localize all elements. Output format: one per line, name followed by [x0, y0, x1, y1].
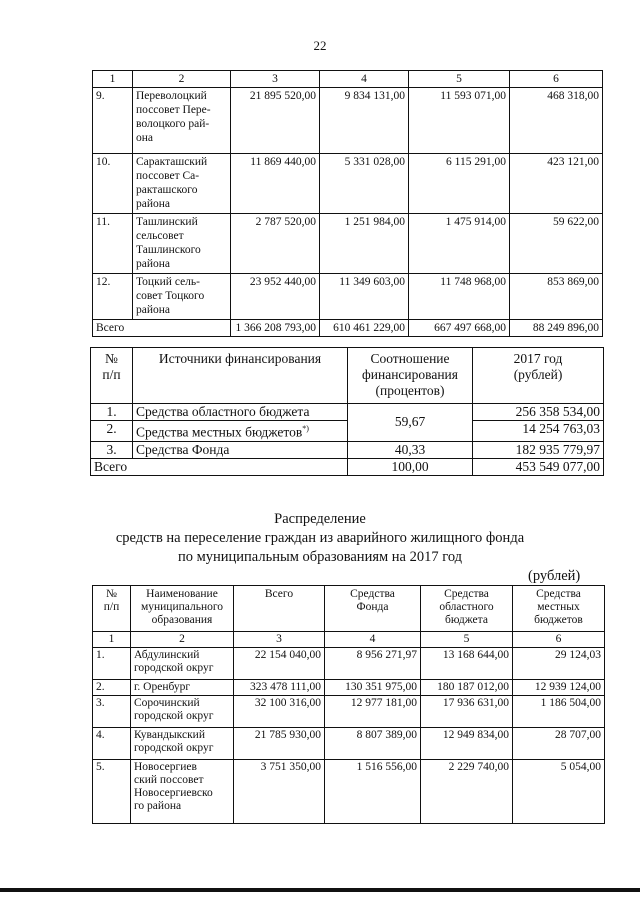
header-source: Источники финансирования — [133, 348, 348, 404]
total-cell: 22 154 040,00 — [234, 648, 325, 680]
amount-cell: 14 254 763,03 — [473, 421, 604, 442]
total-cell: 21 895 520,00 — [231, 88, 320, 154]
table-row — [93, 696, 605, 728]
municipality-name: Ташлинский сельсовет Ташлинского района — [133, 214, 231, 274]
header-local: Средства местных бюджетов — [513, 586, 605, 632]
local-cell: 28 707,00 — [513, 728, 605, 760]
table-row — [93, 214, 603, 274]
fund-cell: 130 351 975,00 — [325, 680, 421, 696]
total-label: Всего — [93, 320, 231, 337]
source-name: Средства Фонда — [133, 441, 348, 458]
col-number: 6 — [513, 632, 605, 648]
regional-cell: 11 748 968,00 — [409, 274, 510, 320]
fund-cell: 11 349 603,00 — [320, 274, 409, 320]
source-label: Средства местных бюджетов — [136, 424, 303, 440]
fund-cell: 1 251 984,00 — [320, 214, 409, 274]
total-cell: 11 869 440,00 — [231, 154, 320, 214]
header-number: № п/п — [93, 586, 131, 632]
col-number: 3 — [234, 632, 325, 648]
total-cell: 1 366 208 793,00 — [231, 320, 320, 337]
regional-cell: 6 115 291,00 — [409, 154, 510, 214]
row-number: 10. — [93, 154, 133, 214]
municipality-name: Переволоцкий поссовет Пере- волоцкого рай- она — [133, 88, 231, 154]
amount-cell: 256 358 534,00 — [473, 404, 604, 421]
table-row — [93, 760, 605, 824]
regional-cell: 13 168 644,00 — [421, 648, 513, 680]
col-number: 5 — [421, 632, 513, 648]
total-row — [93, 320, 603, 337]
local-cell: 88 249 896,00 — [510, 320, 603, 337]
page-bottom-rule — [0, 888, 640, 892]
municipality-name: Новосергиев ский поссовет Новосергиевско го района — [131, 760, 234, 824]
fund-cell: 610 461 229,00 — [320, 320, 409, 337]
header-row — [91, 348, 604, 404]
section-subtitle: по муниципальным образованиям на 2017 год — [177, 549, 463, 565]
header-ratio: Соотношение финансирования (процентов) — [348, 348, 473, 404]
total-cell: 21 785 930,00 — [234, 728, 325, 760]
table-row — [93, 88, 603, 154]
fund-cell: 5 331 028,00 — [320, 154, 409, 214]
col-number: 2 — [131, 632, 234, 648]
table-row — [93, 154, 603, 214]
col-number: 1 — [93, 632, 131, 648]
total-row — [91, 458, 604, 475]
row-number: 2. — [91, 421, 133, 442]
section-title: Распределение — [274, 511, 366, 527]
regional-cell: 11 593 071,00 — [409, 88, 510, 154]
table-row — [93, 648, 605, 680]
regional-cell: 17 936 631,00 — [421, 696, 513, 728]
total-cell: 32 100 316,00 — [234, 696, 325, 728]
col-number: 1 — [93, 71, 133, 88]
footnote-mark: *) — [302, 424, 309, 433]
table-row — [93, 680, 605, 696]
amount-cell: 182 935 779,97 — [473, 441, 604, 458]
row-number: 5. — [93, 760, 131, 824]
fund-cell: 12 977 181,00 — [325, 696, 421, 728]
local-cell: 1 186 504,00 — [513, 696, 605, 728]
source-name — [133, 421, 348, 442]
header-number: № п/п — [91, 348, 133, 404]
total-cell: 3 751 350,00 — [234, 760, 325, 824]
ratio-cell: 100,00 — [348, 458, 473, 475]
ratio-cell: 59,67 — [348, 404, 473, 442]
row-number: 2. — [93, 680, 131, 696]
total-label: Всего — [91, 458, 348, 475]
header-row — [93, 586, 605, 632]
total-cell: 2 787 520,00 — [231, 214, 320, 274]
source-name: Средства областного бюджета — [133, 404, 348, 421]
col-number: 3 — [231, 71, 320, 88]
fund-cell: 1 516 556,00 — [325, 760, 421, 824]
row-number: 4. — [93, 728, 131, 760]
regional-cell: 1 475 914,00 — [409, 214, 510, 274]
table-row — [93, 274, 603, 320]
section-subtitle: средств на переселение граждан из аварийного жилищного фонда — [115, 530, 525, 546]
fund-cell: 8 807 389,00 — [325, 728, 421, 760]
local-cell: 5 054,00 — [513, 760, 605, 824]
fund-cell: 9 834 131,00 — [320, 88, 409, 154]
local-cell: 853 869,00 — [510, 274, 603, 320]
row-number: 12. — [93, 274, 133, 320]
row-number: 11. — [93, 214, 133, 274]
municipality-name: Сорочинский городской округ — [131, 696, 234, 728]
row-number: 1. — [91, 404, 133, 421]
col-number: 2 — [133, 71, 231, 88]
local-cell: 59 622,00 — [510, 214, 603, 274]
table-row — [91, 421, 604, 442]
regional-cell: 12 949 834,00 — [421, 728, 513, 760]
table-row — [91, 404, 604, 421]
municipality-name: Тоцкий сель- совет Тоцкого района — [133, 274, 231, 320]
page-number: 22 — [313, 38, 327, 53]
ratio-cell: 40,33 — [348, 441, 473, 458]
header-fund: Средства Фонда — [325, 586, 421, 632]
column-number-row — [93, 71, 603, 88]
header-year: 2017 год (рублей) — [473, 348, 604, 404]
column-number-row — [93, 632, 605, 648]
row-number: 3. — [91, 441, 133, 458]
col-number: 4 — [320, 71, 409, 88]
header-name: Наименование муниципального образования — [131, 586, 234, 632]
table-row — [91, 441, 604, 458]
row-number: 1. — [93, 648, 131, 680]
municipality-name: Кувандыкский городской округ — [131, 728, 234, 760]
local-cell: 29 124,03 — [513, 648, 605, 680]
amount-cell: 453 549 077,00 — [473, 458, 604, 475]
total-cell: 23 952 440,00 — [231, 274, 320, 320]
total-cell: 323 478 111,00 — [234, 680, 325, 696]
regional-cell: 2 229 740,00 — [421, 760, 513, 824]
header-total: Всего — [234, 586, 325, 632]
col-number: 6 — [510, 71, 603, 88]
fund-cell: 8 956 271,97 — [325, 648, 421, 680]
municipality-name: Саракташский поссовет Са- ракташского района — [133, 154, 231, 214]
row-number: 9. — [93, 88, 133, 154]
table-row — [93, 728, 605, 760]
distribution-table — [92, 585, 605, 824]
row-number: 3. — [93, 696, 131, 728]
regional-cell: 667 497 668,00 — [409, 320, 510, 337]
unit-label: (рублей) — [528, 568, 581, 584]
col-number: 4 — [325, 632, 421, 648]
local-cell: 423 121,00 — [510, 154, 603, 214]
municipality-name: г. Оренбург — [131, 680, 234, 696]
header-regional: Средства областного бюджета — [421, 586, 513, 632]
local-cell: 468 318,00 — [510, 88, 603, 154]
local-cell: 12 939 124,00 — [513, 680, 605, 696]
municipal-table-continued — [92, 70, 603, 337]
municipality-name: Абдулинский городской округ — [131, 648, 234, 680]
financing-sources-table — [90, 347, 604, 476]
col-number: 5 — [409, 71, 510, 88]
regional-cell: 180 187 012,00 — [421, 680, 513, 696]
